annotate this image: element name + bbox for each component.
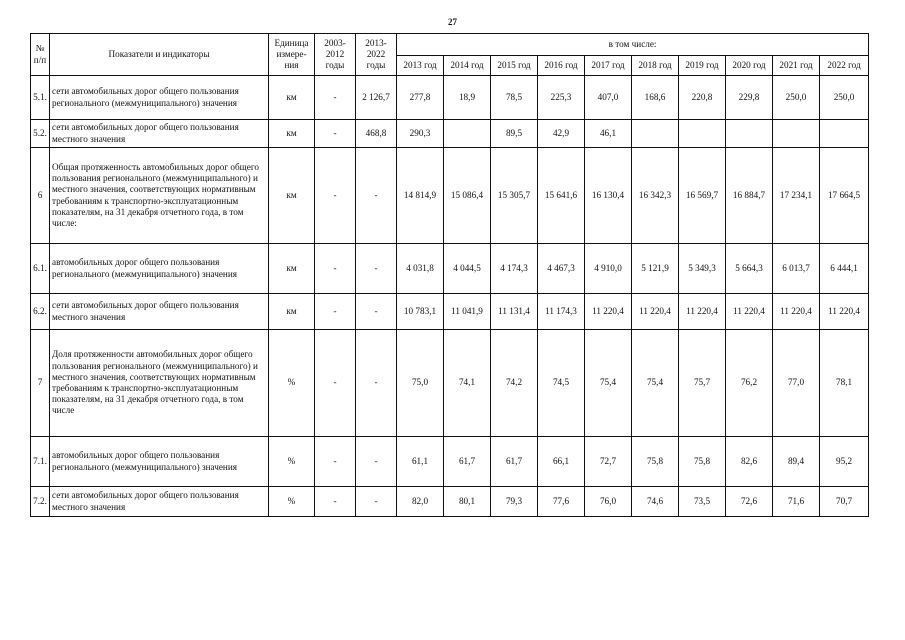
row-period-2003-2012: -	[315, 330, 356, 437]
row-period-2013-2022: 2 126,7	[356, 76, 397, 120]
year-value: 11 174,3	[538, 294, 585, 330]
year-value: 80,1	[444, 487, 491, 517]
year-value: 18,9	[444, 76, 491, 120]
header-year: 2018 год	[632, 56, 679, 76]
header-period-2003-2012: 2003-2012 годы	[315, 34, 356, 76]
year-value: 74,1	[444, 330, 491, 437]
year-value: 11 220,4	[585, 294, 632, 330]
year-value: 277,8	[397, 76, 444, 120]
year-value: 82,6	[726, 437, 773, 487]
year-value: 6 013,7	[773, 244, 820, 294]
year-value: 70,7	[820, 487, 869, 517]
year-value: 5 664,3	[726, 244, 773, 294]
row-period-2003-2012: -	[315, 120, 356, 148]
year-value: 73,5	[679, 487, 726, 517]
table-row	[31, 76, 869, 120]
row-unit: %	[269, 487, 315, 517]
year-value: 16 569,7	[679, 148, 726, 244]
year-value: 15 641,6	[538, 148, 585, 244]
year-value: 5 121,9	[632, 244, 679, 294]
header-year: 2015 год	[491, 56, 538, 76]
year-value: 77,6	[538, 487, 585, 517]
row-unit: %	[269, 330, 315, 437]
table-row	[31, 148, 869, 244]
year-value: 229,8	[726, 76, 773, 120]
year-value: 225,3	[538, 76, 585, 120]
table-row	[31, 120, 869, 148]
header-year: 2016 год	[538, 56, 585, 76]
row-period-2013-2022: -	[356, 330, 397, 437]
row-period-2013-2022: -	[356, 294, 397, 330]
row-unit: км	[269, 294, 315, 330]
year-value: 75,8	[632, 437, 679, 487]
row-indicator: Доля протяженности автомобильных дорог общего пользования регионального (межмуниципального) и местного значения, соответствующих нормативным требованиям к транспортно-эксплуатационным показателям, на 31 декабря отчетного года, в том числе	[50, 330, 269, 437]
table-header	[31, 34, 869, 76]
year-value: 78,1	[820, 330, 869, 437]
year-value: 78,5	[491, 76, 538, 120]
row-unit: км	[269, 148, 315, 244]
year-value: 11 131,4	[491, 294, 538, 330]
year-value: 74,2	[491, 330, 538, 437]
year-value: 74,6	[632, 487, 679, 517]
row-num: 5.1.	[31, 76, 50, 120]
row-num: 7.1.	[31, 437, 50, 487]
table-row	[31, 294, 869, 330]
year-value: 15 086,4	[444, 148, 491, 244]
year-value: 10 783,1	[397, 294, 444, 330]
row-period-2003-2012: -	[315, 294, 356, 330]
year-value: 17 234,1	[773, 148, 820, 244]
year-value	[444, 120, 491, 148]
year-value: 75,0	[397, 330, 444, 437]
year-value: 75,4	[585, 330, 632, 437]
row-period-2003-2012: -	[315, 487, 356, 517]
year-value: 168,6	[632, 76, 679, 120]
header-year: 2014 год	[444, 56, 491, 76]
year-value: 46,1	[585, 120, 632, 148]
table-row	[31, 437, 869, 487]
year-value: 11 220,4	[773, 294, 820, 330]
row-period-2013-2022: 468,8	[356, 120, 397, 148]
row-indicator: сети автомобильных дорог общего пользования местного значения	[50, 487, 269, 517]
year-value: 14 814,9	[397, 148, 444, 244]
table-body	[31, 76, 869, 517]
year-value: 89,4	[773, 437, 820, 487]
year-value: 95,2	[820, 437, 869, 487]
row-num: 6	[31, 148, 50, 244]
row-num: 5.2.	[31, 120, 50, 148]
year-value: 74,5	[538, 330, 585, 437]
header-year: 2013 год	[397, 56, 444, 76]
header-including: в том числе:	[397, 34, 869, 56]
year-value: 61,7	[444, 437, 491, 487]
row-num: 6.2.	[31, 294, 50, 330]
year-value: 220,8	[679, 76, 726, 120]
year-value: 75,7	[679, 330, 726, 437]
row-indicator: сети автомобильных дорог общего пользования регионального (межмуниципального) значения	[50, 76, 269, 120]
year-value: 4 031,8	[397, 244, 444, 294]
year-value: 290,3	[397, 120, 444, 148]
year-value: 6 444,1	[820, 244, 869, 294]
year-value: 72,7	[585, 437, 632, 487]
header-indicator: Показатели и индикаторы	[50, 34, 269, 76]
row-indicator: сети автомобильных дорог общего пользования местного значения	[50, 120, 269, 148]
year-value: 11 220,4	[632, 294, 679, 330]
year-value: 11 041,9	[444, 294, 491, 330]
table-row	[31, 487, 869, 517]
page-number: 27	[448, 17, 457, 27]
year-value: 4 910,0	[585, 244, 632, 294]
year-value: 42,9	[538, 120, 585, 148]
row-indicator: автомобильных дорог общего пользования регионального (межмуниципального) значения	[50, 437, 269, 487]
year-value: 250,0	[820, 76, 869, 120]
year-value: 75,8	[679, 437, 726, 487]
year-value: 66,1	[538, 437, 585, 487]
row-unit: км	[269, 244, 315, 294]
table-row	[31, 330, 869, 437]
year-value: 71,6	[773, 487, 820, 517]
header-unit: Единица измере-ния	[269, 34, 315, 76]
year-value	[726, 120, 773, 148]
row-period-2003-2012: -	[315, 244, 356, 294]
header-year: 2022 год	[820, 56, 869, 76]
row-unit: км	[269, 120, 315, 148]
row-period-2013-2022: -	[356, 244, 397, 294]
year-value: 61,7	[491, 437, 538, 487]
header-year: 2017 год	[585, 56, 632, 76]
year-value	[679, 120, 726, 148]
year-value: 4 467,3	[538, 244, 585, 294]
year-value: 16 130,4	[585, 148, 632, 244]
year-value: 82,0	[397, 487, 444, 517]
table-row	[31, 244, 869, 294]
year-value: 4 044,5	[444, 244, 491, 294]
row-unit: %	[269, 437, 315, 487]
year-value: 79,3	[491, 487, 538, 517]
year-value: 61,1	[397, 437, 444, 487]
row-period-2013-2022: -	[356, 148, 397, 244]
year-value: 250,0	[773, 76, 820, 120]
year-value: 17 664,5	[820, 148, 869, 244]
row-num: 7.2.	[31, 487, 50, 517]
header-year: 2021 год	[773, 56, 820, 76]
row-period-2013-2022: -	[356, 487, 397, 517]
header-year: 2020 год	[726, 56, 773, 76]
year-value: 11 220,4	[679, 294, 726, 330]
year-value: 4 174,3	[491, 244, 538, 294]
year-value	[632, 120, 679, 148]
year-value: 5 349,3	[679, 244, 726, 294]
header-year: 2019 год	[679, 56, 726, 76]
row-period-2003-2012: -	[315, 148, 356, 244]
row-unit: км	[269, 76, 315, 120]
year-value	[773, 120, 820, 148]
year-value: 15 305,7	[491, 148, 538, 244]
row-num: 7	[31, 330, 50, 437]
year-value	[820, 120, 869, 148]
year-value: 72,6	[726, 487, 773, 517]
year-value: 11 220,4	[726, 294, 773, 330]
year-value: 16 342,3	[632, 148, 679, 244]
row-period-2003-2012: -	[315, 437, 356, 487]
year-value: 76,0	[585, 487, 632, 517]
year-value: 76,2	[726, 330, 773, 437]
indicators-table	[30, 33, 869, 517]
row-indicator: Общая протяженность автомобильных дорог общего пользования регионального (межмуниципального) и местного значения, соответствующих нормативным требованиям к транспортно-эксплуатационным показателям, на 31 декабря отчетного года, в том числе:	[50, 148, 269, 244]
row-indicator: сети автомобильных дорог общего пользования местного значения	[50, 294, 269, 330]
year-value: 11 220,4	[820, 294, 869, 330]
year-value: 16 884,7	[726, 148, 773, 244]
year-value: 75,4	[632, 330, 679, 437]
row-period-2003-2012: -	[315, 76, 356, 120]
year-value: 407,0	[585, 76, 632, 120]
row-num: 6.1.	[31, 244, 50, 294]
year-value: 89,5	[491, 120, 538, 148]
row-indicator: автомобильных дорог общего пользования регионального (межмуниципального) значения	[50, 244, 269, 294]
header-num: № п/п	[31, 34, 50, 76]
header-period-2013-2022: 2013-2022 годы	[356, 34, 397, 76]
row-period-2013-2022: -	[356, 437, 397, 487]
year-value: 77,0	[773, 330, 820, 437]
